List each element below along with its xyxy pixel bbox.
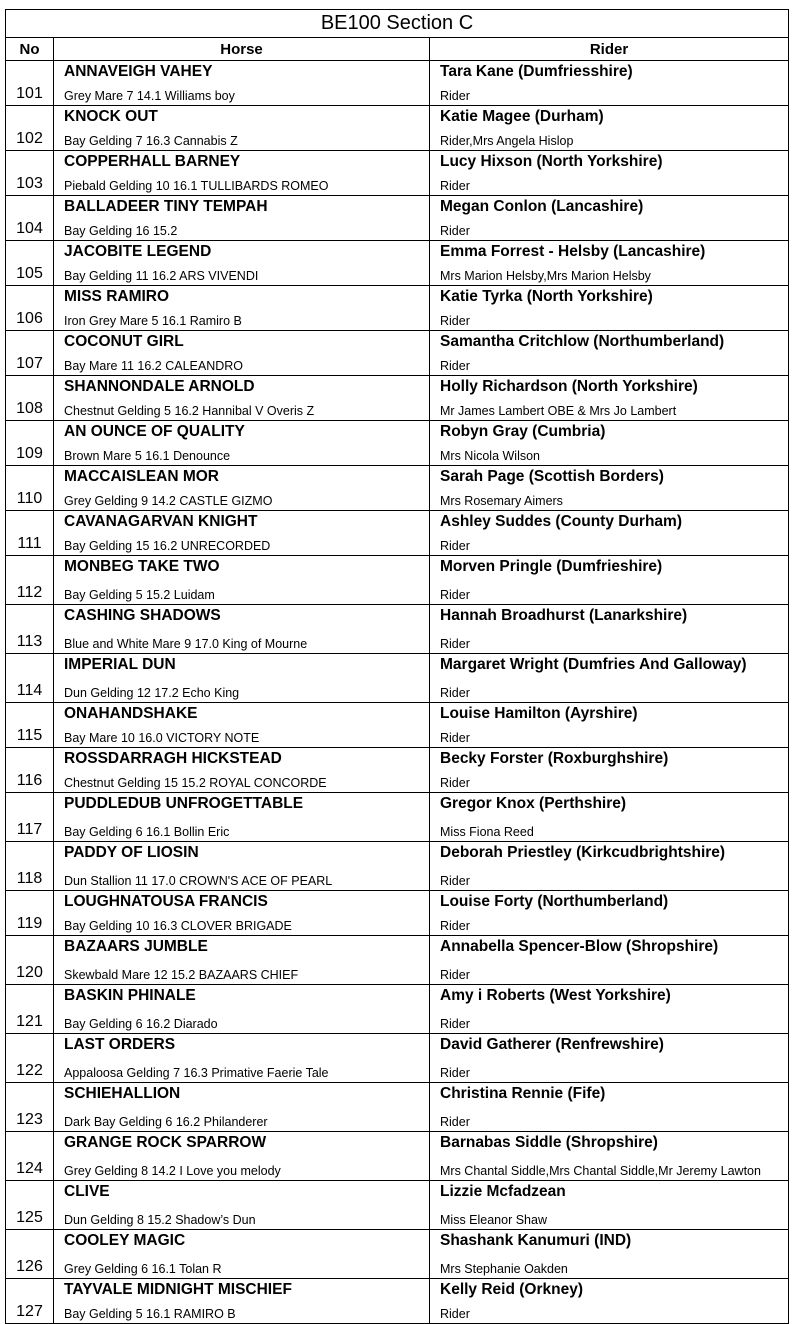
rider-name: Holly Richardson (North Yorkshire) <box>440 378 698 395</box>
table-row <box>6 241 789 286</box>
horse-cell <box>54 151 430 196</box>
horse-cell <box>54 703 430 748</box>
owner-name: Rider <box>440 224 470 238</box>
owner-name: Rider <box>440 1066 470 1080</box>
horse-name: CAVANAGARVAN KNIGHT <box>64 513 258 530</box>
horse-details: Chestnut Gelding 15 15.2 ROYAL CONCORDE <box>64 776 327 790</box>
entry-number: 126 <box>6 1230 54 1279</box>
horse-cell <box>54 241 430 286</box>
horse-cell <box>54 466 430 511</box>
owner-name: Rider <box>440 1017 470 1031</box>
rider-name: Barnabas Siddle (Shropshire) <box>440 1134 658 1151</box>
owner-name: Rider,Mrs Angela Hislop <box>440 134 574 148</box>
entry-number: 123 <box>6 1083 54 1132</box>
owner-name: Mr James Lambert OBE & Mrs Jo Lambert <box>440 404 677 418</box>
horse-name: COOLEY MAGIC <box>64 1232 186 1249</box>
header-no: No <box>6 38 54 61</box>
table-row <box>6 842 789 891</box>
horse-details: Grey Gelding 6 16.1 Tolan R <box>64 1262 222 1276</box>
rider-name: Ashley Suddes (County Durham) <box>440 513 682 530</box>
entry-number: 103 <box>6 151 54 196</box>
table-row <box>6 891 789 936</box>
horse-details: Grey Mare 7 14.1 Williams boy <box>64 89 235 103</box>
rider-cell <box>430 286 789 331</box>
table-body <box>6 61 789 1324</box>
horse-name: ONAHANDSHAKE <box>64 705 198 722</box>
rider-name: Shashank Kanumuri (IND) <box>440 1232 632 1249</box>
rider-name: Margaret Wright (Dumfries And Galloway) <box>440 656 747 673</box>
horse-name: COCONUT GIRL <box>64 333 184 350</box>
header-rider: Rider <box>430 38 789 61</box>
horse-cell <box>54 654 430 703</box>
horse-name: SHANNONDALE ARNOLD <box>64 378 255 395</box>
horse-cell <box>54 556 430 605</box>
horse-details: Bay Gelding 5 15.2 Luidam <box>64 588 215 602</box>
entry-number: 127 <box>6 1279 54 1324</box>
rider-cell <box>430 985 789 1034</box>
table-row <box>6 331 789 376</box>
entry-number: 119 <box>6 891 54 936</box>
horse-name: PADDY OF LIOSIN <box>64 844 199 861</box>
table-row <box>6 654 789 703</box>
horse-details: Grey Gelding 8 14.2 I Love you melody <box>64 1164 281 1178</box>
entry-number: 109 <box>6 421 54 466</box>
horse-name: COPPERHALL BARNEY <box>64 153 241 170</box>
rider-cell <box>430 241 789 286</box>
horse-cell <box>54 1230 430 1279</box>
table-row <box>6 1034 789 1083</box>
rider-name: Kelly Reid (Orkney) <box>440 1281 583 1298</box>
horse-details: Bay Gelding 7 16.3 Cannabis Z <box>64 134 238 148</box>
owner-name: Miss Eleanor Shaw <box>440 1213 547 1227</box>
rider-name: Lizzie Mcfadzean <box>440 1183 566 1200</box>
rider-cell <box>430 1083 789 1132</box>
horse-details: Dark Bay Gelding 6 16.2 Philanderer <box>64 1115 268 1129</box>
owner-name: Rider <box>440 179 470 193</box>
horse-name: ROSSDARRAGH HICKSTEAD <box>64 750 282 767</box>
rider-cell <box>430 466 789 511</box>
horse-cell <box>54 1181 430 1230</box>
horse-cell <box>54 1034 430 1083</box>
rider-name: Morven Pringle (Dumfrieshire) <box>440 558 663 575</box>
horse-name: SCHIEHALLION <box>64 1085 181 1102</box>
horse-details: Brown Mare 5 16.1 Denounce <box>64 449 231 463</box>
rider-cell <box>430 511 789 556</box>
rider-name: Katie Magee (Durham) <box>440 108 604 125</box>
rider-cell <box>430 605 789 654</box>
horse-details: Bay Gelding 10 16.3 CLOVER BRIGADE <box>64 919 292 933</box>
table-row <box>6 151 789 196</box>
rider-name: Amy i Roberts (West Yorkshire) <box>440 987 671 1004</box>
owner-name: Rider <box>440 1115 470 1129</box>
rider-cell <box>430 556 789 605</box>
entry-number: 101 <box>6 61 54 106</box>
rider-name: Katie Tyrka (North Yorkshire) <box>440 288 653 305</box>
entry-number: 118 <box>6 842 54 891</box>
horse-details: Blue and White Mare 9 17.0 King of Mourne <box>64 637 308 651</box>
horse-details: Appaloosa Gelding 7 16.3 Primative Faerie Tale <box>64 1066 329 1080</box>
rider-cell <box>430 842 789 891</box>
rider-cell <box>430 1181 789 1230</box>
horse-name: BASKIN PHINALE <box>64 987 196 1004</box>
owner-name: Rider <box>440 314 470 328</box>
rider-name: Megan Conlon (Lancashire) <box>440 198 644 215</box>
horse-cell <box>54 376 430 421</box>
entry-number: 113 <box>6 605 54 654</box>
rider-cell <box>430 1132 789 1181</box>
table-row <box>6 936 789 985</box>
entry-number: 104 <box>6 196 54 241</box>
horse-details: Bay Gelding 15 16.2 UNRECORDED <box>64 539 271 553</box>
rider-cell <box>430 61 789 106</box>
owner-name: Rider <box>440 89 470 103</box>
owner-name: Mrs Chantal Siddle,Mrs Chantal Siddle,Mr Jeremy Lawton <box>440 1164 761 1178</box>
rider-name: Hannah Broadhurst (Lanarkshire) <box>440 607 688 624</box>
owner-name: Rider <box>440 359 470 373</box>
entry-number: 114 <box>6 654 54 703</box>
horse-details: Piebald Gelding 10 16.1 TULLIBARDS ROMEO <box>64 179 329 193</box>
rider-name: Deborah Priestley (Kirkcudbrightshire) <box>440 844 726 861</box>
horse-name: CLIVE <box>64 1183 110 1200</box>
table-row <box>6 793 789 842</box>
owner-name: Rider <box>440 637 470 651</box>
horse-cell <box>54 286 430 331</box>
horse-cell <box>54 985 430 1034</box>
horse-details: Dun Gelding 12 17.2 Echo King <box>64 686 240 700</box>
owner-name: Rider <box>440 919 470 933</box>
horse-name: LAST ORDERS <box>64 1036 176 1053</box>
table-row <box>6 556 789 605</box>
table-row <box>6 985 789 1034</box>
horse-details: Bay Mare 10 16.0 VICTORY NOTE <box>64 731 260 745</box>
horse-details: Bay Gelding 6 16.2 Diarado <box>64 1017 218 1031</box>
owner-name: Rider <box>440 588 470 602</box>
table-row <box>6 106 789 151</box>
rider-name: Gregor Knox (Perthshire) <box>440 795 627 812</box>
owner-name: Rider <box>440 686 470 700</box>
rider-cell <box>430 106 789 151</box>
horse-details: Iron Grey Mare 5 16.1 Ramiro B <box>64 314 242 328</box>
horse-name: MONBEG TAKE TWO <box>64 558 220 575</box>
owner-name: Mrs Marion Helsby,Mrs Marion Helsby <box>440 269 651 283</box>
entry-number: 117 <box>6 793 54 842</box>
table-row <box>6 748 789 793</box>
rider-cell <box>430 1034 789 1083</box>
horse-name: BALLADEER TINY TEMPAH <box>64 198 268 215</box>
owner-name: Rider <box>440 874 470 888</box>
horse-name: KNOCK OUT <box>64 108 158 125</box>
horse-name: PUDDLEDUB UNFROGETTABLE <box>64 795 304 812</box>
horse-cell <box>54 61 430 106</box>
horse-details: Bay Gelding 11 16.2 ARS VIVENDI <box>64 269 259 283</box>
rider-cell <box>430 793 789 842</box>
rider-cell <box>430 936 789 985</box>
owner-name: Rider <box>440 1307 470 1321</box>
rider-name: Emma Forrest - Helsby (Lancashire) <box>440 243 706 260</box>
horse-cell <box>54 748 430 793</box>
rider-cell <box>430 703 789 748</box>
horse-cell <box>54 1279 430 1324</box>
horse-name: IMPERIAL DUN <box>64 656 176 673</box>
rider-cell <box>430 891 789 936</box>
rider-name: Lucy Hixson (North Yorkshire) <box>440 153 663 170</box>
rider-cell <box>430 421 789 466</box>
horse-name: MACCAISLEAN MOR <box>64 468 219 485</box>
horse-cell <box>54 842 430 891</box>
horse-name: CASHING SHADOWS <box>64 607 221 624</box>
horse-cell <box>54 196 430 241</box>
entry-number: 108 <box>6 376 54 421</box>
table-row <box>6 421 789 466</box>
table-row <box>6 703 789 748</box>
horse-details: Grey Gelding 9 14.2 CASTLE GIZMO <box>64 494 273 508</box>
rider-name: Louise Hamilton (Ayrshire) <box>440 705 638 722</box>
entry-number: 107 <box>6 331 54 376</box>
horse-name: TAYVALE MIDNIGHT MISCHIEF <box>64 1281 292 1298</box>
rider-cell <box>430 151 789 196</box>
owner-name: Mrs Nicola Wilson <box>440 449 541 463</box>
rider-cell <box>430 331 789 376</box>
horse-name: JACOBITE LEGEND <box>64 243 212 260</box>
horse-details: Dun Stallion 11 17.0 CROWN'S ACE OF PEARL <box>64 874 333 888</box>
table-row <box>6 605 789 654</box>
owner-name: Rider <box>440 968 470 982</box>
horse-details: Bay Gelding 16 15.2 <box>64 224 178 238</box>
entry-number: 112 <box>6 556 54 605</box>
table-row <box>6 376 789 421</box>
rider-name: Tara Kane (Dumfriesshire) <box>440 63 633 80</box>
rider-cell <box>430 376 789 421</box>
owner-name: Rider <box>440 776 470 790</box>
entry-number: 121 <box>6 985 54 1034</box>
horse-name: ANNAVEIGH VAHEY <box>64 63 213 80</box>
owner-name: Rider <box>440 731 470 745</box>
rider-name: Christina Rennie (Fife) <box>440 1085 606 1102</box>
table-row <box>6 61 789 106</box>
table-row <box>6 1083 789 1132</box>
table-row <box>6 511 789 556</box>
horse-name: AN OUNCE OF QUALITY <box>64 423 245 440</box>
horse-details: Bay Gelding 5 16.1 RAMIRO B <box>64 1307 236 1321</box>
rider-name: Becky Forster (Roxburghshire) <box>440 750 669 767</box>
table-row <box>6 1181 789 1230</box>
table-row <box>6 286 789 331</box>
horse-details: Skewbald Mare 12 15.2 BAZAARS CHIEF <box>64 968 299 982</box>
entry-number: 105 <box>6 241 54 286</box>
rider-cell <box>430 654 789 703</box>
rider-cell <box>430 1230 789 1279</box>
rider-name: Louise Forty (Northumberland) <box>440 893 669 910</box>
horse-cell <box>54 331 430 376</box>
horse-cell <box>54 421 430 466</box>
entry-number: 115 <box>6 703 54 748</box>
entry-number: 111 <box>6 511 54 556</box>
horse-details: Bay Gelding 6 16.1 Bollin Eric <box>64 825 230 839</box>
horse-cell <box>54 891 430 936</box>
table-title: BE100 Section C <box>6 10 789 38</box>
owner-name: Mrs Rosemary Aimers <box>440 494 563 508</box>
table-row <box>6 1230 789 1279</box>
horse-cell <box>54 605 430 654</box>
horse-cell <box>54 936 430 985</box>
horse-name: MISS RAMIRO <box>64 288 170 305</box>
header-horse: Horse <box>54 38 430 61</box>
horse-cell <box>54 106 430 151</box>
horse-details: Dun Gelding 8 15.2 Shadow’s Dun <box>64 1213 256 1227</box>
header-row <box>6 38 789 61</box>
table-row <box>6 466 789 511</box>
horse-cell <box>54 1083 430 1132</box>
table-row <box>6 1279 789 1324</box>
rider-name: Robyn Gray (Cumbria) <box>440 423 606 440</box>
entry-number: 122 <box>6 1034 54 1083</box>
horse-cell <box>54 1132 430 1181</box>
rider-cell <box>430 748 789 793</box>
table-row <box>6 196 789 241</box>
rider-cell <box>430 1279 789 1324</box>
rider-name: Sarah Page (Scottish Borders) <box>440 468 664 485</box>
horse-details: Chestnut Gelding 5 16.2 Hannibal V Overis Z <box>64 404 315 418</box>
rider-name: David Gatherer (Renfrewshire) <box>440 1036 664 1053</box>
table-row <box>6 1132 789 1181</box>
rider-cell <box>430 196 789 241</box>
owner-name: Miss Fiona Reed <box>440 825 534 839</box>
entry-number: 102 <box>6 106 54 151</box>
entry-number: 106 <box>6 286 54 331</box>
horse-name: GRANGE ROCK SPARROW <box>64 1134 267 1151</box>
owner-name: Mrs Stephanie Oakden <box>440 1262 568 1276</box>
entries-table <box>5 9 789 1324</box>
title-row <box>6 10 789 38</box>
horse-name: LOUGHNATOUSA FRANCIS <box>64 893 268 910</box>
entry-number: 125 <box>6 1181 54 1230</box>
horse-details: Bay Mare 11 16.2 CALEANDRO <box>64 359 244 373</box>
entry-number: 124 <box>6 1132 54 1181</box>
entry-number: 120 <box>6 936 54 985</box>
horse-cell <box>54 793 430 842</box>
horse-cell <box>54 511 430 556</box>
rider-name: Samantha Critchlow (Northumberland) <box>440 333 725 350</box>
entry-number: 116 <box>6 748 54 793</box>
owner-name: Rider <box>440 539 470 553</box>
rider-name: Annabella Spencer-Blow (Shropshire) <box>440 938 719 955</box>
horse-name: BAZAARS JUMBLE <box>64 938 208 955</box>
entry-number: 110 <box>6 466 54 511</box>
